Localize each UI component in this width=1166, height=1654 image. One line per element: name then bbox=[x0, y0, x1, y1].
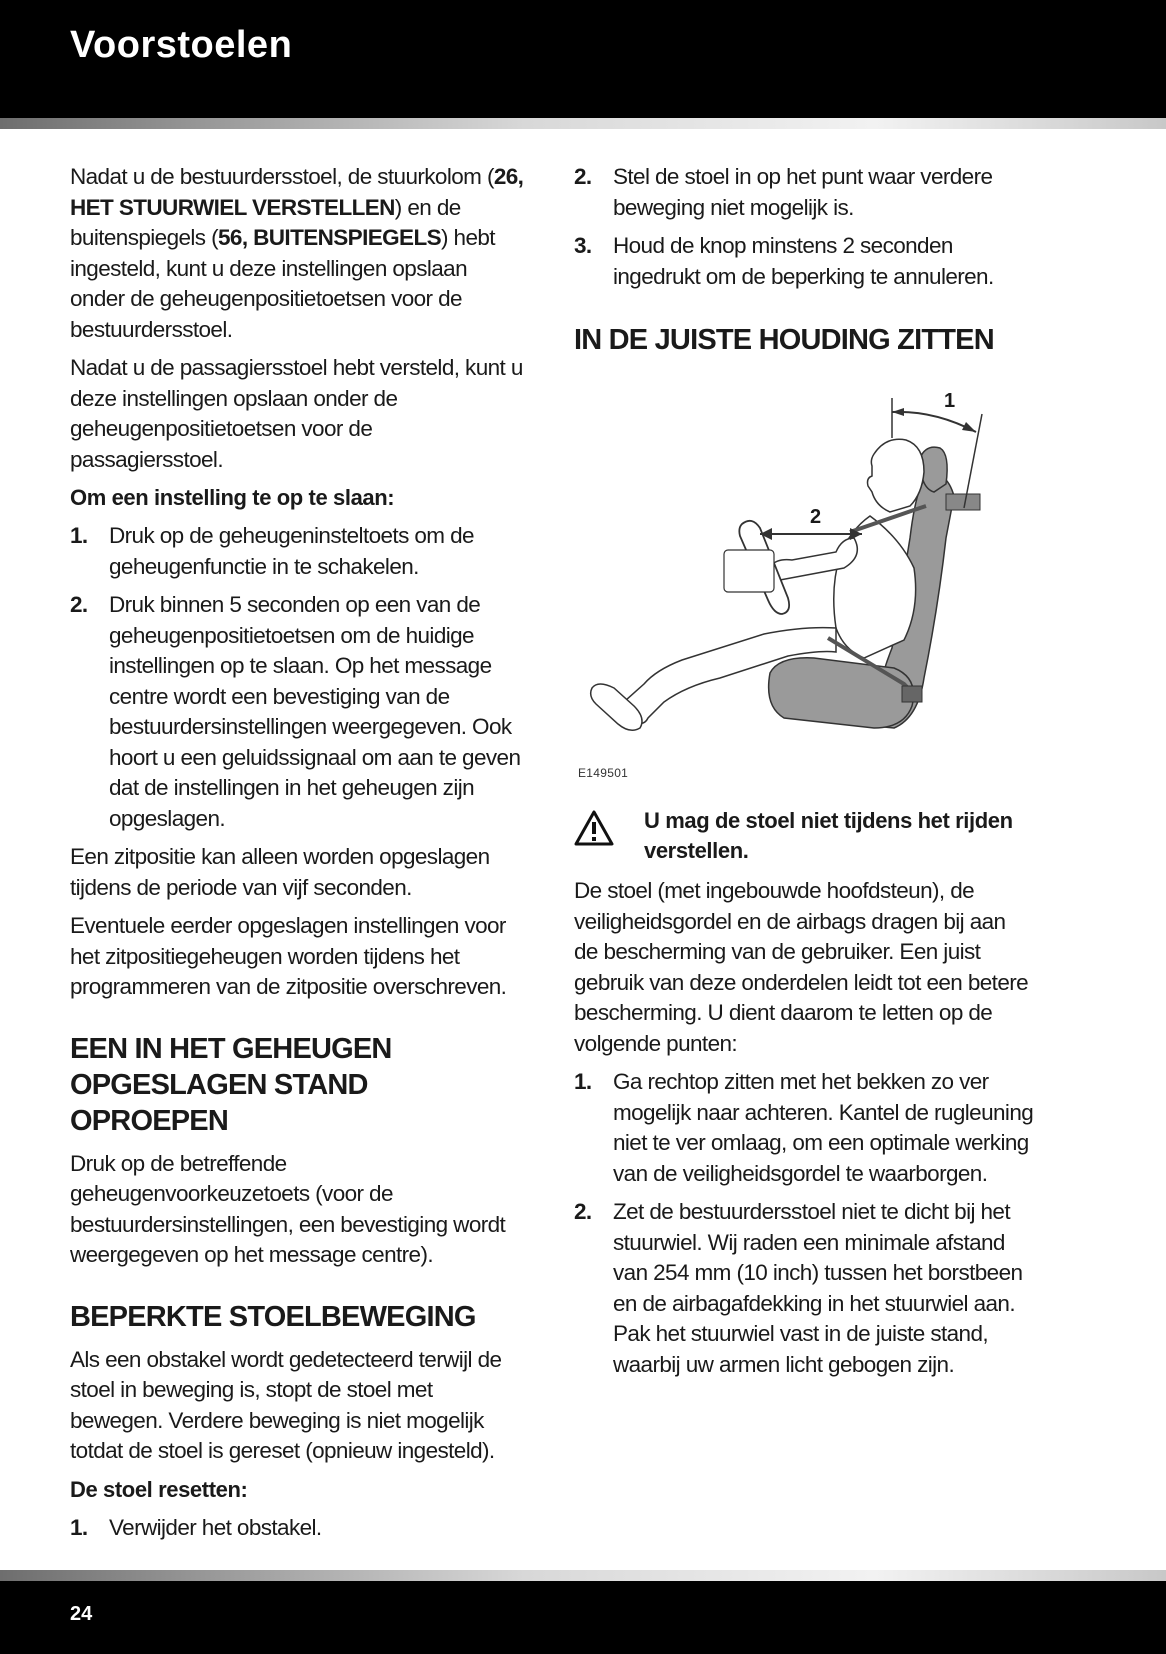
posture-steps-list bbox=[574, 1067, 1034, 1380]
seated-driver-illustration bbox=[574, 388, 1034, 788]
warning-triangle-icon bbox=[574, 810, 614, 846]
heading-recall-position: EEN IN HET GEHEUGEN OPGESLAGEN STAND OPROEPEN bbox=[70, 1032, 392, 1137]
intro-paragraph-driver: Nadat u de bestuurdersstoel, de stuurkolom (26, HET STUURWIEL VERSTELLEN) en de buitenspiegels (56, BUITENSPIEGELS) hebt ingesteld, kunt u deze instellingen opslaan onder de geheugenpositietoetsen voor de bestuurdersstoel. bbox=[70, 164, 524, 342]
paragraph-overwrite: Eventuele eerder opgeslagen instellingen voor het zitpositiegeheugen worden tijdens het programmeren van de zitpositie overschreven. bbox=[70, 913, 507, 999]
footer-divider bbox=[0, 1570, 1166, 1581]
figure-label-2: 2 bbox=[810, 506, 822, 528]
page-footer bbox=[0, 1581, 1166, 1654]
heading-limited-movement: BEPERKTE STOELBEWEGING bbox=[70, 1300, 476, 1333]
list-item: 3. Houd de knop minstens 2 seconden ingedrukt om de beperking te annuleren. bbox=[574, 233, 994, 289]
cross-reference-mirrors: 56, BUITENSPIEGELS bbox=[218, 225, 442, 250]
warning-note bbox=[574, 806, 1034, 866]
save-steps-list bbox=[70, 521, 526, 834]
cross-reference-steering: 26, HET STUURWIEL VERSTELLEN bbox=[70, 164, 524, 220]
list-item: 1. Druk op de geheugeninsteltoets om de geheugenfunctie in te schakelen. bbox=[70, 523, 474, 579]
page-title: Voorstoelen bbox=[70, 24, 293, 66]
page-header bbox=[0, 0, 1166, 118]
paragraph-five-seconds: Een zitpositie kan alleen worden opgeslagen tijdens de periode van vijf seconden. bbox=[70, 844, 490, 900]
left-column bbox=[70, 162, 526, 1551]
warning-text: U mag de stoel niet tijdens het rijden verstellen. bbox=[644, 808, 1013, 863]
subheading-save-setting: Om een instelling te op te slaan: bbox=[70, 485, 395, 510]
right-column bbox=[574, 162, 1034, 1388]
list-item: 2. Stel de stoel in op het punt waar verdere beweging niet mogelijk is. bbox=[574, 164, 993, 220]
intro-paragraph-passenger: Nadat u de passagiersstoel hebt versteld, kunt u deze instellingen opslaan onder de geheugenpositietoetsen voor de passagiersstoel. bbox=[70, 355, 523, 472]
page-number: 24 bbox=[70, 1603, 93, 1625]
list-item: 2. Zet de bestuurdersstoel niet te dicht bij het stuurwiel. Wij raden een minimale afstand van 254 mm (10 inch) tussen het borstbeen en de airbagafdekking in het stuurwiel aan. Pak het stuurwiel vast in de juiste stand, waarbij uw armen licht gebogen zijn. bbox=[574, 1199, 1023, 1377]
figure-label-1: 1 bbox=[944, 390, 956, 412]
header-divider bbox=[0, 118, 1166, 129]
figure-code: E149501 bbox=[578, 766, 629, 780]
reset-steps-continued-list bbox=[574, 162, 1034, 292]
reset-steps-list bbox=[70, 1513, 526, 1544]
paragraph-obstacle: Als een obstakel wordt gedetecteerd terwijl de stoel in beweging is, stopt de stoel met bewegen. Verdere beweging is niet mogelijk totdat de stoel is gereset (opnieuw ingesteld). bbox=[70, 1346, 502, 1463]
list-item: 1. Ga rechtop zitten met het bekken zo ver mogelijk naar achteren. Kantel de rugleuning niet te ver omlaag, om een optimale werking van de veiligheidsgordel te waarborgen. bbox=[574, 1069, 1034, 1186]
list-item: 1. Verwijder het obstakel. bbox=[70, 1514, 322, 1540]
heading-correct-posture: IN DE JUISTE HOUDING ZITTEN bbox=[574, 324, 994, 356]
paragraph-recall: Druk op de betreffende geheugenvoorkeuzetoets (voor de bestuurdersinstellingen, een bevestiging wordt weergegeven op het message centre). bbox=[70, 1150, 506, 1267]
list-item: 2. Druk binnen 5 seconden op een van de geheugenpositietoetsen om de huidige instellingen op te slaan. Op het message centre wordt een bevestiging van de bestuurdersinstellingen weergegeven. Ook hoort u een geluidssignaal om aan te geven dat de instellingen in het geheugen zijn opgeslagen. bbox=[70, 592, 521, 831]
paragraph-seat-protection: De stoel (met ingebouwde hoofdsteun), de veiligheidsgordel en de airbags dragen bij aan de bescherming van de gebruiker. Een juist gebruik van deze onderdelen leidt tot een betere bescherming. U dient daarom te letten op de volgende punten: bbox=[574, 878, 1029, 1056]
seating-posture-figure bbox=[574, 388, 1034, 788]
subheading-reset-seat: De stoel resetten: bbox=[70, 1476, 248, 1502]
